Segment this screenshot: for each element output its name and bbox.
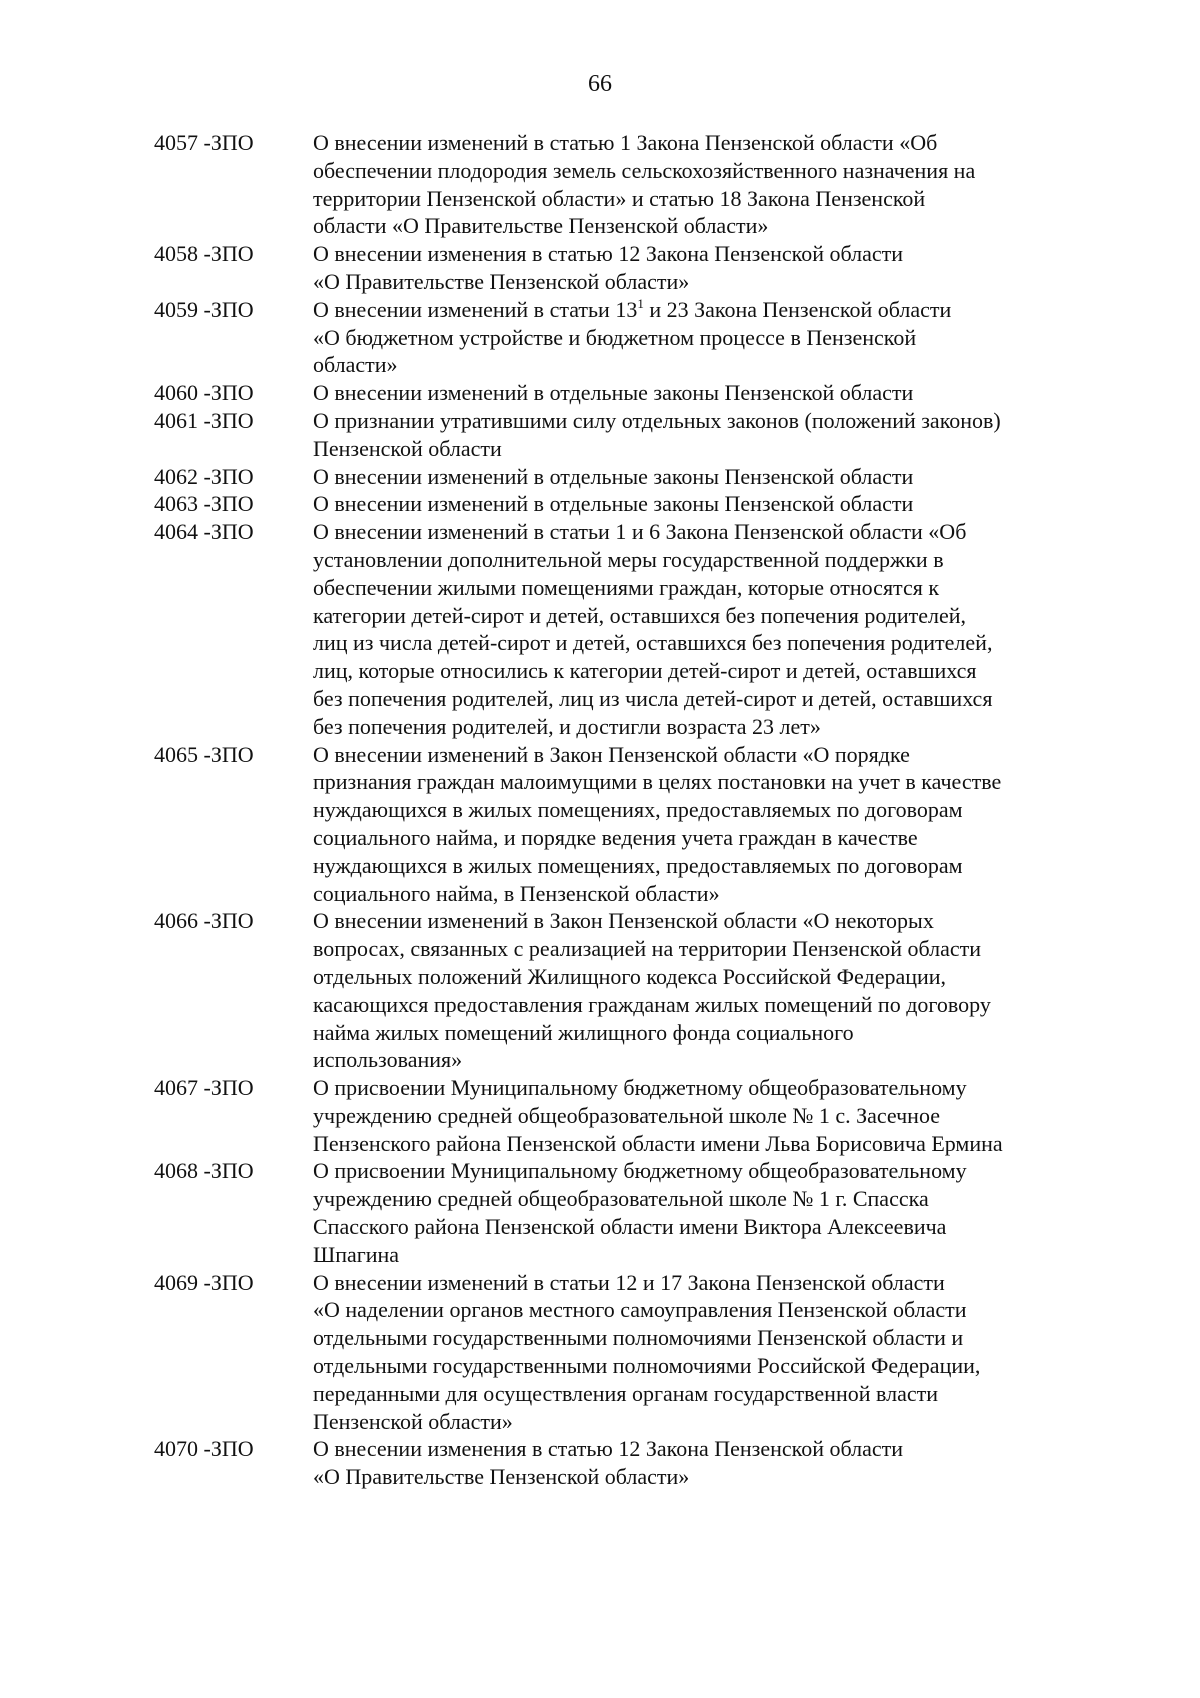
law-title-line: Пензенской области»	[313, 1408, 513, 1434]
law-number: 4067 -ЗПО	[154, 1075, 254, 1101]
law-title	[313, 1157, 1104, 1268]
law-title-line: категории детей-сирот и детей, оставшихся без попечения родителей,	[313, 602, 967, 628]
law-title	[313, 907, 1104, 1074]
law-title-line: найма жилых помещений жилищного фонда социального	[313, 1019, 854, 1045]
law-number: 4057 -ЗПО	[154, 130, 254, 155]
law-title-line	[313, 296, 1104, 324]
law-title-line: О внесении изменений в отдельные законы Пензенской области	[313, 463, 914, 489]
law-title-line: Спасского района Пензенской области имени Виктора Алексеевича	[313, 1214, 947, 1240]
law-number: 4062 -ЗПО	[154, 463, 254, 489]
law-number: 4069 -ЗПО	[154, 1269, 254, 1295]
law-title-line: социального найма, в Пензенской области»	[313, 880, 720, 906]
law-entry	[154, 1157, 1104, 1268]
law-title-line: О внесении изменений в Закон Пензенской области «О порядке	[313, 741, 910, 767]
law-entry	[154, 129, 1104, 240]
law-entry	[154, 1269, 1104, 1436]
law-title-line: «О Правительстве Пензенской области»	[313, 268, 690, 294]
law-title	[313, 379, 1104, 407]
law-number: 4060 -ЗПО	[154, 380, 254, 406]
law-entry	[154, 490, 1104, 518]
law-entry	[154, 240, 1104, 296]
law-title-line: касающихся предоставления гражданам жилых помещений по договору	[313, 991, 991, 1017]
law-title-line: О внесении изменений в статьи 12 и 17 Закона Пензенской области	[313, 1269, 945, 1295]
law-title-text: и 23 Закона Пензенской области	[643, 296, 952, 322]
law-number: 4068 -ЗПО	[154, 1158, 254, 1184]
law-title-line: О внесении изменений в отдельные законы Пензенской области	[313, 380, 914, 406]
law-title-line: отдельных положений Жилищного кодекса Российской Федерации,	[313, 963, 947, 989]
law-number: 4063 -ЗПО	[154, 491, 254, 517]
law-title-line: признания граждан малоимущими в целях постановки на учет в качестве	[313, 769, 1002, 795]
law-title-line: обеспечении плодородия земель сельскохозяйственного назначения на	[313, 157, 976, 183]
law-title-line: О внесении изменений в отдельные законы Пензенской области	[313, 491, 914, 517]
law-title	[313, 741, 1104, 908]
law-number: 4058 -ЗПО	[154, 241, 254, 267]
law-number: 4064 -ЗПО	[154, 519, 254, 545]
law-title-line: нуждающихся в жилых помещениях, предоставляемых по договорам	[313, 797, 963, 823]
law-entry	[154, 296, 1104, 379]
law-title-line: обеспечении жилыми помещениями граждан, которые относятся к	[313, 574, 940, 600]
law-entry	[154, 907, 1104, 1074]
law-title-line: О признании утратившими силу отдельных законов (положений законов)	[313, 407, 1001, 433]
law-title-line: области «О Правительстве Пензенской области»	[313, 213, 769, 239]
law-title	[313, 490, 1104, 518]
law-title	[313, 129, 1104, 240]
law-title-line: О внесении изменений в статьи 1 и 6 Закона Пензенской области «Об	[313, 519, 967, 545]
law-title	[313, 1074, 1104, 1157]
law-title-line: «О бюджетном устройстве и бюджетном процессе в Пензенской	[313, 324, 917, 350]
law-title-line: лиц, которые относились к категории детей-сирот и детей, оставшихся	[313, 658, 977, 684]
law-number: 4065 -ЗПО	[154, 741, 254, 767]
law-title-line: переданными для осуществления органам государственной власти	[313, 1380, 938, 1406]
law-title-line: без попечения родителей, лиц из числа детей-сирот и детей, оставшихся	[313, 685, 993, 711]
law-title-line: вопросах, связанных с реализацией на территории Пензенской области	[313, 936, 982, 962]
law-title	[313, 240, 1104, 296]
law-title	[313, 296, 1104, 379]
law-entry	[154, 463, 1104, 491]
law-entry	[154, 407, 1104, 463]
law-list	[154, 129, 1104, 1491]
law-title-line: О присвоении Муниципальному бюджетному общеобразовательному	[313, 1158, 967, 1184]
law-entry	[154, 1074, 1104, 1157]
law-title-line: лиц из числа детей-сирот и детей, оставшихся без попечения родителей,	[313, 630, 993, 656]
law-title-line: О присвоении Муниципальному бюджетному общеобразовательному	[313, 1075, 967, 1101]
law-number: 4066 -ЗПО	[154, 908, 254, 934]
law-number: 4061 -ЗПО	[154, 407, 254, 433]
law-title-line: установлении дополнительной меры государственной поддержки в	[313, 546, 944, 572]
law-title-line: отдельными государственными полномочиями Российской Федерации,	[313, 1353, 981, 1379]
law-title-line: О внесении изменений в Закон Пензенской области «О некоторых	[313, 908, 934, 934]
law-title-line: социального найма, и порядке ведения учета граждан в качестве	[313, 824, 918, 850]
law-number: 4059 -ЗПО	[154, 296, 254, 322]
law-title-line: использования»	[313, 1047, 463, 1073]
law-title-text: О внесении изменений в статьи 13	[313, 296, 638, 322]
law-title-line: О внесении изменений в статью 1 Закона Пензенской области «Об	[313, 130, 938, 155]
law-title-line: территории Пензенской области» и статью 18 Закона Пензенской	[313, 185, 926, 211]
law-title-line: учреждению средней общеобразовательной школе № 1 с. Засечное	[313, 1102, 940, 1128]
law-title	[313, 463, 1104, 491]
law-title	[313, 1269, 1104, 1436]
law-title-line: нуждающихся в жилых помещениях, предоставляемых по договорам	[313, 852, 963, 878]
page-number: 66	[588, 71, 612, 97]
law-title	[313, 1435, 1104, 1491]
law-number: 4070 -ЗПО	[154, 1436, 254, 1462]
law-title-line: Шпагина	[313, 1241, 400, 1267]
law-title-line: Пензенского района Пензенской области имени Льва Борисовича Ермина	[313, 1130, 1003, 1156]
law-title-line: учреждению средней общеобразовательной школе № 1 г. Спасска	[313, 1186, 929, 1212]
law-title-line: без попечения родителей, и достигли возраста 23 лет»	[313, 713, 821, 739]
law-title-line: «О наделении органов местного самоуправления Пензенской области	[313, 1297, 967, 1323]
law-title	[313, 407, 1104, 463]
superscript-article-index: 1	[637, 295, 644, 311]
law-title-line: области»	[313, 352, 398, 378]
law-entry	[154, 1435, 1104, 1491]
law-title-line: О внесении изменения в статью 12 Закона Пензенской области	[313, 241, 904, 267]
law-title-line: отдельными государственными полномочиями Пензенской области и	[313, 1325, 964, 1351]
law-entry	[154, 379, 1104, 407]
law-title-line: О внесении изменения в статью 12 Закона Пензенской области	[313, 1436, 904, 1462]
law-title-line: Пензенской области	[313, 435, 502, 461]
law-entry	[154, 518, 1104, 740]
law-title-line: «О Правительстве Пензенской области»	[313, 1464, 690, 1490]
law-entry	[154, 741, 1104, 908]
law-title	[313, 518, 1104, 740]
